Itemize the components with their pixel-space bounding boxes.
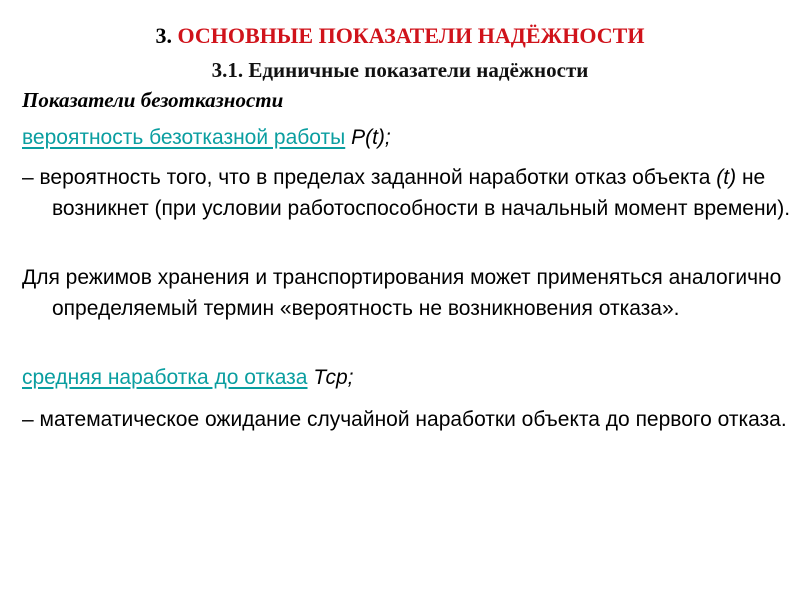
definition-mean-time-to-failure: – математическое ожидание случайной наработки объекта до первого отказа. — [22, 408, 787, 431]
title-text: ОСНОВНЫЕ ПОКАЗАТЕЛИ НАДЁЖНОСТИ — [172, 23, 645, 48]
term-symbol-tcp: Тср; — [307, 366, 354, 389]
definition-text-after: не возникнет (при условии работоспособности в начальный момент времени). — [52, 166, 791, 220]
term-link-reliability-probability[interactable]: вероятность безотказной работы — [22, 126, 346, 149]
definition-reliability-probability — [22, 162, 792, 224]
term-symbol-pt: P(t); — [345, 126, 391, 149]
note-storage-transport: Для режимов хранения и транспортирования может применяться аналогично определяемый термин «вероятность не возникновения отказа». — [22, 266, 782, 320]
title-number: 3. — [155, 23, 173, 48]
term-link-mean-time-to-failure[interactable]: средняя наработка до отказа — [22, 366, 308, 389]
slide-subtitle: 3.1. Единичные показатели надёжности — [211, 58, 589, 82]
slide-title — [0, 22, 800, 50]
section-heading: Показатели безотказности — [22, 88, 284, 112]
definition-symbol-t: (t) — [716, 166, 737, 189]
term-mean-time-to-failure — [22, 362, 792, 393]
definition-text-before: – вероятность того, что в пределах заданной наработки отказ объекта — [22, 166, 717, 189]
term-reliability-probability — [22, 122, 792, 153]
